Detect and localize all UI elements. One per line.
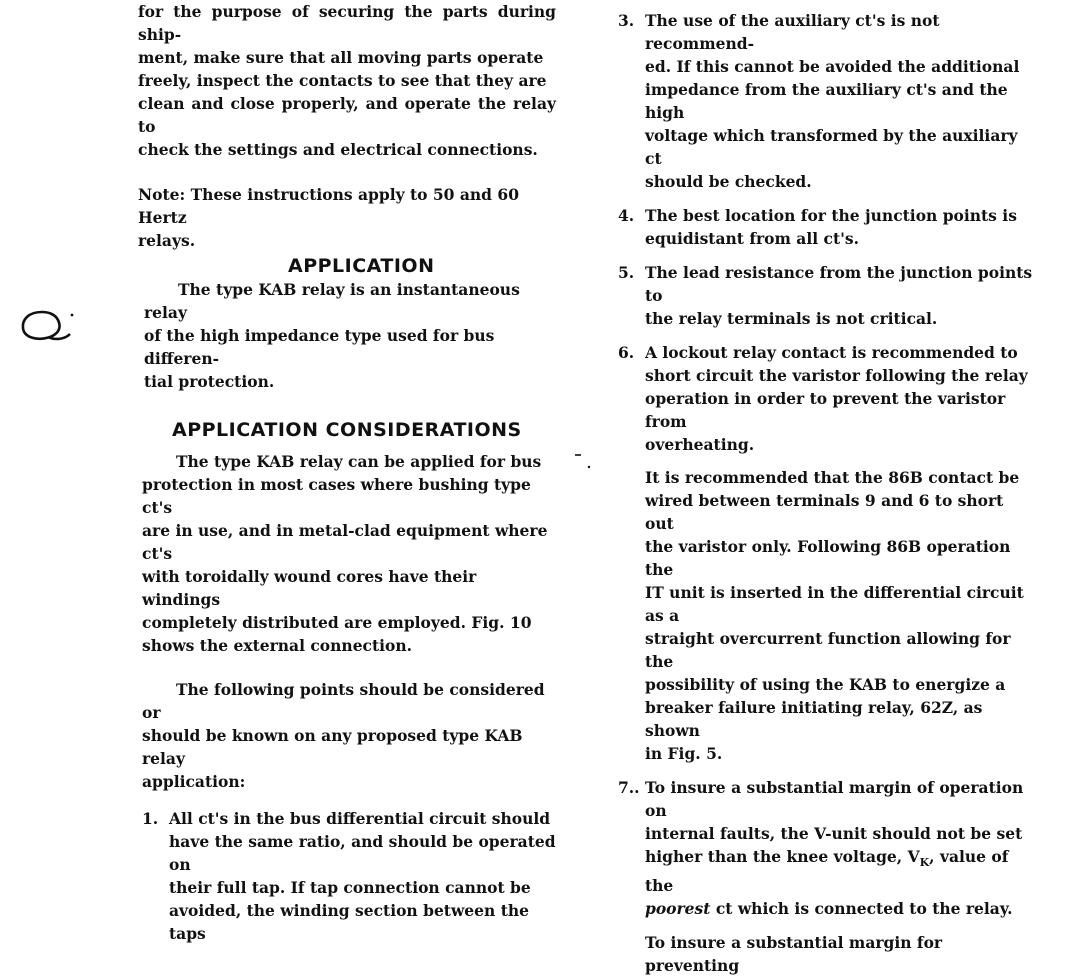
text-line: operation in order to prevent the varistor from xyxy=(645,389,1006,431)
item-number: 5. xyxy=(618,263,635,282)
text-line: the varistor only. Following 86B operation the xyxy=(645,537,1011,579)
text-line: clean and close properly, and operate the relay to xyxy=(138,94,556,136)
application-heading: APPLICATION xyxy=(288,255,435,277)
text-line: with toroidally wound cores have their windings xyxy=(142,567,477,609)
text-line: should be checked. xyxy=(645,172,812,191)
note-paragraph xyxy=(138,183,556,252)
text-line: All ct's in the bus differential circuit should xyxy=(169,809,551,828)
text-line: wired between terminals 9 and 6 to short out xyxy=(645,491,1004,533)
text-line: ed. If this cannot be avoided the additional xyxy=(645,57,1020,76)
text-line: The type KAB relay can be applied for bus xyxy=(176,452,542,471)
text-line: It is recommended that the 86B contact be xyxy=(645,468,1020,487)
text-line: To insure a substantial margin for preventing xyxy=(645,933,943,976)
text-line: Note: These instructions apply to 50 and 60 Hertz xyxy=(138,185,519,227)
text-line: The lead resistance from the junction points to xyxy=(645,263,1033,305)
text-line: short circuit the varistor following the relay xyxy=(645,366,1028,385)
text-line: A lockout relay contact is recommended to xyxy=(645,343,1018,362)
text-line xyxy=(645,897,1036,920)
text-line: possibility of using the KAB to energize a xyxy=(645,675,1006,694)
text-line: in Fig. 5. xyxy=(645,744,723,763)
scan-mark-circle xyxy=(18,306,78,346)
left-column xyxy=(138,0,556,945)
item-number: 1. xyxy=(142,809,159,828)
text-line: the relay terminals is not critical. xyxy=(645,309,938,328)
text-line: freely, inspect the contacts to see that they are xyxy=(138,71,547,90)
text-line: The best location for the junction points is xyxy=(645,206,1017,225)
text-line xyxy=(645,845,1036,897)
text-line: for the purpose of securing the parts during ship- xyxy=(138,2,556,44)
text-line: of the high impedance type used for bus differen- xyxy=(144,326,495,368)
text-line: have the same ratio, and should be operated on xyxy=(169,832,556,874)
text-line: relays. xyxy=(138,231,196,250)
text-fragment: , value of the xyxy=(645,847,1009,896)
text-line: overheating. xyxy=(645,435,755,454)
item-number: 7.. xyxy=(618,778,640,797)
text-line: The use of the auxiliary ct's is not recommend- xyxy=(645,11,940,53)
item-number: 4. xyxy=(618,206,635,225)
text-line: internal faults, the V-unit should not be set xyxy=(645,824,1023,843)
item-7-paragraph xyxy=(618,931,1036,977)
text-line: should be known on any proposed type KAB relay xyxy=(142,726,523,768)
text-line: protection in most cases where bushing type ct's xyxy=(142,475,531,517)
knee-voltage-subscript: K xyxy=(919,856,930,870)
text-line: The following points should be considered or xyxy=(142,680,545,722)
item-6-paragraph xyxy=(618,466,1036,765)
text-line: The type KAB relay is an instantaneous relay xyxy=(144,280,520,322)
list-item-3 xyxy=(618,9,1036,193)
list-item-1 xyxy=(142,807,556,945)
list-item-4 xyxy=(618,204,1036,250)
considerations-heading: APPLICATION CONSIDERATIONS xyxy=(172,419,522,441)
considerations-paragraph xyxy=(142,450,556,657)
text-line: voltage which transformed by the auxiliary ct xyxy=(645,126,1018,168)
text-line: equidistant from all ct's. xyxy=(645,229,859,248)
text-line: application: xyxy=(142,772,246,791)
application-paragraph xyxy=(144,278,556,393)
text-line: completely distributed are employed. Fig. 10 xyxy=(142,613,532,632)
text-line: their full tap. If tap connection cannot be xyxy=(169,878,531,897)
list-item-5 xyxy=(618,261,1036,330)
list-item-6 xyxy=(618,341,1036,456)
text-line: ment, make sure that all moving parts operate xyxy=(138,48,544,67)
item-number: 6. xyxy=(618,343,635,362)
text-line: To insure a substantial margin of operation on xyxy=(645,778,1024,820)
item-number: 3. xyxy=(618,11,635,30)
text-line: breaker failure initiating relay, 62Z, as shown xyxy=(645,698,983,740)
text-fragment: ct which is connected to the relay. xyxy=(710,899,1013,919)
text-line: avoided, the winding section between the taps xyxy=(169,901,529,943)
text-line: shows the external connection. xyxy=(142,636,413,655)
intro-paragraph xyxy=(138,0,556,161)
text-line: straight overcurrent function allowing for the xyxy=(645,629,1011,671)
text-line: impedance from the auxiliary ct's and the high xyxy=(645,80,1008,122)
italic-word: poorest xyxy=(645,899,711,919)
text-line: IT unit is inserted in the differential circuit as a xyxy=(645,583,1024,625)
text-line: are in use, and in metal-clad equipment where ct's xyxy=(142,521,548,563)
text-line: tial protection. xyxy=(144,372,275,391)
knee-voltage-text: higher than the knee voltage, V xyxy=(645,847,920,866)
scan-mark-dash xyxy=(573,452,597,472)
right-column xyxy=(618,0,1036,977)
list-item-7 xyxy=(618,776,1036,920)
following-paragraph xyxy=(142,678,556,793)
text-line: check the settings and electrical connections. xyxy=(138,140,538,159)
